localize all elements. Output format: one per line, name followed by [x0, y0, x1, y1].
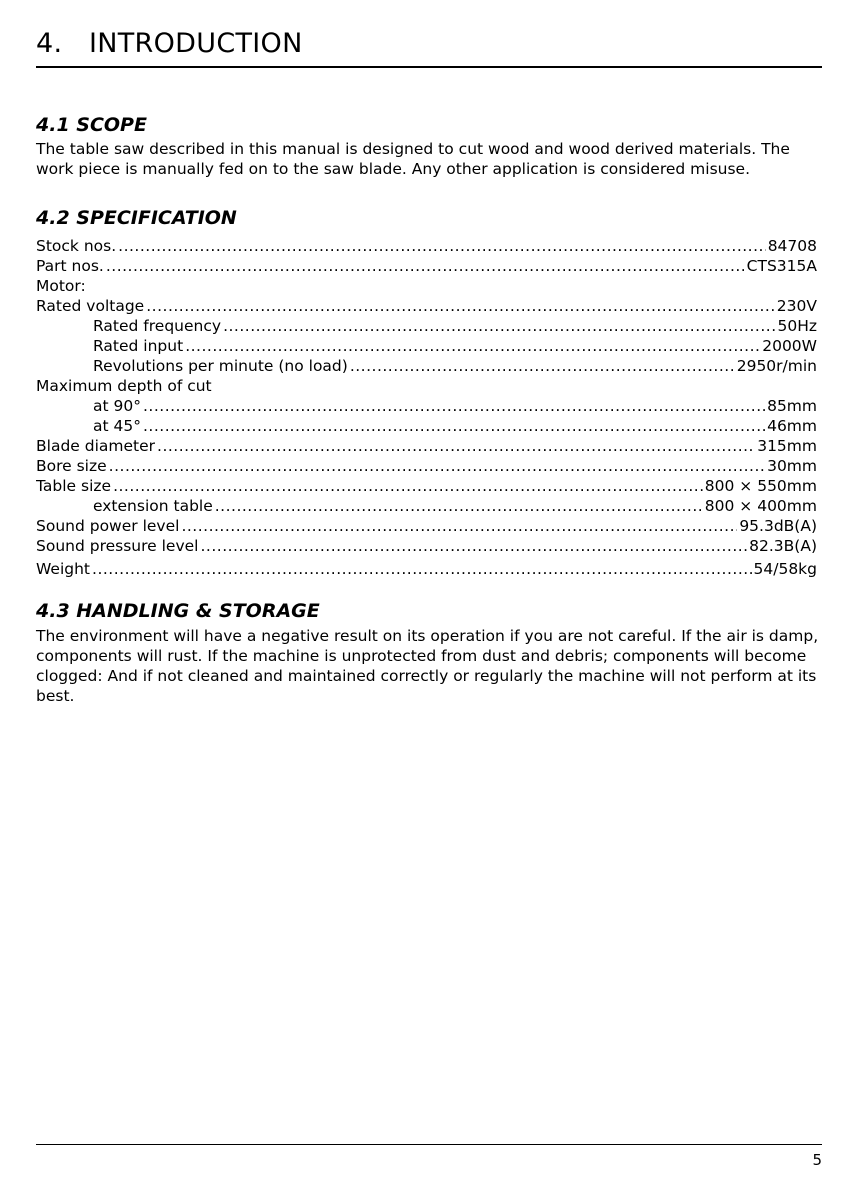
scope-paragraph: The table saw described in this manual is designed to cut wood and wood derived materials. The work piece is manually fed on to the saw blade. Any other application is considered misuse. — [36, 140, 790, 178]
spec-value: 82.3B(A) — [749, 537, 817, 555]
spec-label: Maximum depth of cut — [36, 377, 212, 395]
spec-value: 85mm — [767, 397, 817, 415]
spec-label: Blade diameter — [36, 437, 156, 455]
leader-dots — [157, 436, 755, 456]
handling-heading: 4.3 HANDLING & STORAGE — [36, 600, 320, 622]
spec-row-sound-power — [36, 516, 817, 536]
spec-row-weight — [36, 559, 817, 579]
spec-value: 50Hz — [777, 317, 817, 335]
spec-row-rated-voltage — [36, 296, 817, 316]
leader-dots — [113, 476, 703, 496]
spec-value: 800 × 400mm — [704, 497, 817, 515]
page-title: 4. INTRODUCTION — [36, 28, 303, 59]
spec-row-bore-size — [36, 456, 817, 476]
spec-label: Sound power level — [36, 517, 180, 535]
spec-label: Rated input — [93, 337, 184, 355]
spec-row-max-depth — [36, 376, 817, 396]
spec-value: 54/58kg — [753, 560, 817, 578]
spec-row-table-size — [36, 476, 817, 496]
spec-value: 30mm — [767, 457, 817, 475]
spec-label: Revolutions per minute (no load) — [93, 357, 348, 375]
leader-dots — [143, 416, 765, 436]
leader-dots — [143, 396, 765, 416]
spec-row-depth-90 — [36, 396, 817, 416]
leader-dots — [146, 296, 775, 316]
spec-row-motor — [36, 276, 817, 296]
spec-label: Part nos. — [36, 257, 104, 275]
spec-value: 800 × 550mm — [704, 477, 817, 495]
spec-row-depth-45 — [36, 416, 817, 436]
spec-row-extension-table — [36, 496, 817, 516]
spec-label: at 90° — [93, 397, 141, 415]
leader-dots — [118, 236, 766, 256]
page-number: 5 — [812, 1151, 822, 1169]
spec-label: Rated voltage — [36, 297, 145, 315]
leader-dots — [215, 496, 703, 516]
spec-value: 2950r/min — [736, 357, 817, 375]
spec-value: 95.3dB(A) — [739, 517, 817, 535]
spec-label: Rated frequency — [93, 317, 222, 335]
spec-label: Weight — [36, 560, 91, 578]
leader-dots — [200, 536, 747, 556]
spec-row-rated-input — [36, 336, 817, 356]
scope-heading: 4.1 SCOPE — [36, 114, 147, 136]
specification-heading: 4.2 SPECIFICATION — [36, 207, 237, 229]
spec-value: 230V — [776, 297, 817, 315]
leader-dots — [223, 316, 775, 336]
spec-row-part-nos — [36, 256, 817, 276]
spec-label: extension table — [93, 497, 213, 515]
specification-list — [36, 236, 817, 579]
spec-value: 315mm — [757, 437, 817, 455]
title-divider — [36, 66, 822, 68]
spec-row-stock-nos — [36, 236, 817, 256]
spec-row-rpm — [36, 356, 817, 376]
spec-row-blade-diameter — [36, 436, 817, 456]
spec-value: CTS315A — [746, 257, 817, 275]
handling-paragraph: The environment will have a negative result on its operation if you are not careful. If the air is damp, components will rust. If the machine is unprotected from dust and debris; components will become clogged: And if not cleaned and maintained correctly or regularly the machine will not perform at its best. — [36, 627, 819, 705]
leader-dots — [106, 256, 745, 276]
spec-label: Motor: — [36, 277, 86, 295]
leader-dots — [92, 559, 752, 579]
spec-label: Table size — [36, 477, 112, 495]
spec-value: 2000W — [762, 337, 817, 355]
spec-row-rated-frequency — [36, 316, 817, 336]
spec-label: at 45° — [93, 417, 141, 435]
leader-dots — [109, 456, 765, 476]
footer-divider — [36, 1144, 822, 1145]
spec-value: 84708 — [767, 237, 817, 255]
leader-dots — [185, 336, 760, 356]
spec-value: 46mm — [767, 417, 817, 435]
spec-label: Stock nos. — [36, 237, 117, 255]
spec-label: Sound pressure level — [36, 537, 199, 555]
leader-dots — [350, 356, 735, 376]
leader-dots — [181, 516, 737, 536]
spec-row-sound-pressure — [36, 536, 817, 556]
spec-label: Bore size — [36, 457, 107, 475]
